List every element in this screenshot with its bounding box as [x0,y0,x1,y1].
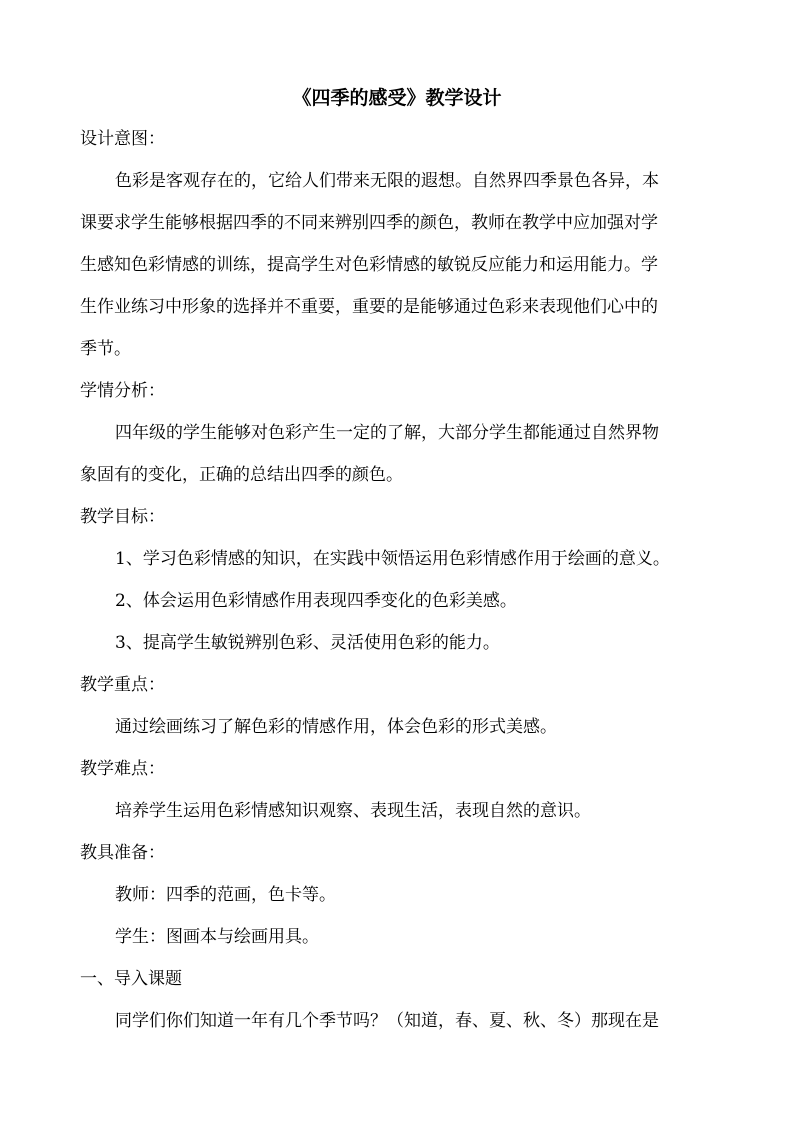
paragraph-line: 象固有的变化，正确的总结出四季的颜色。 [80,465,403,485]
materials-teacher: 教师：四季的范画，色卡等。 [115,885,336,905]
section-heading-teaching-goals: 教学目标： [80,507,165,527]
paragraph-line: 季节。 [80,339,131,359]
goal-item: 1、学习色彩情感的知识，在实践中领悟运用色彩情感作用于绘画的意义。 [115,549,670,569]
section-heading-introduction: 一、导入课题 [80,969,182,989]
paragraph-line: 四年级的学生能够对色彩产生一定的了解，大部分学生都能通过自然界物 [115,423,659,443]
section-heading-learner-analysis: 学情分析： [80,381,165,401]
paragraph-line: 色彩是客观存在的，它给人们带来无限的遐想。自然界四季景色各异，本 [115,171,659,191]
section-heading-design-intent: 设计意图： [80,129,165,149]
paragraph-line: 培养学生运用色彩情感知识观察、表现生活，表现自然的意识。 [115,801,591,821]
section-heading-teaching-materials: 教具准备： [80,843,165,863]
goal-item: 3、提高学生敏锐辨别色彩、灵活使用色彩的能力。 [115,633,500,653]
paragraph-line: 同学们你们知道一年有几个季节吗？（知道，春、夏、秋、冬）那现在是 [115,1011,659,1031]
paragraph-line: 生感知色彩情感的训练，提高学生对色彩情感的敏锐反应能力和运用能力。学 [80,255,658,275]
section-heading-teaching-difficulty: 教学难点： [80,759,165,779]
materials-student: 学生：图画本与绘画用具。 [115,927,319,947]
paragraph-line: 生作业练习中形象的选择并不重要，重要的是能够通过色彩来表现他们心中的 [80,297,658,317]
paragraph-line: 课要求学生能够根据四季的不同来辨别四季的颜色，教师在教学中应加强对学 [80,213,658,233]
document-title: 《四季的感受》教学设计 [292,87,502,109]
paragraph-line: 通过绘画练习了解色彩的情感作用，体会色彩的形式美感。 [115,717,557,737]
goal-item: 2、体会运用色彩情感作用表现四季变化的色彩美感。 [115,591,517,611]
section-heading-teaching-focus: 教学重点： [80,675,165,695]
